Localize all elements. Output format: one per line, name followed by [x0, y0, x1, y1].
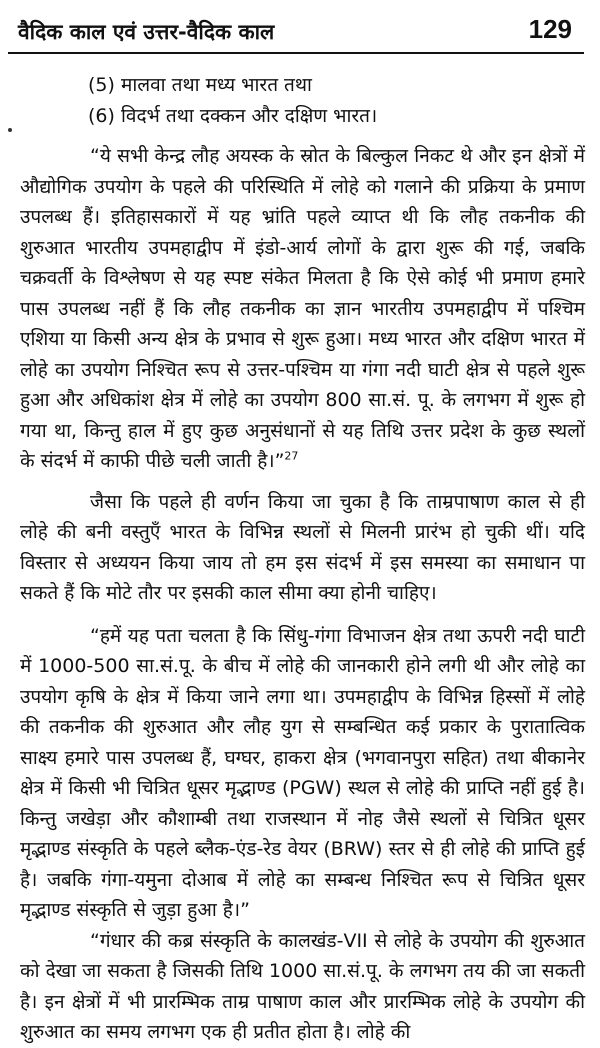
- running-header: [8, 8, 584, 54]
- body-paragraph: जैसा कि पहले ही वर्णन किया जा चुका है कि ताम्रपाषाण काल से ही लोहे की बनी वस्तुएँ भारत के विभिन्न स्थलों से मिलनी प्रारंभ हो चुकी थीं। यदि विस्तार से अध्ययन किया जाय तो हम इस संदर्भ में इस समस्या का समाधान पा सकते हैं कि मोटे तौर पर इसकी काल सीमा क्या होनी चाहिए।: [20, 490, 585, 604]
- chapter-title: वैदिक काल एवं उत्तर-वैदिक काल: [18, 20, 275, 44]
- margin-dot: [8, 128, 12, 132]
- block-quote: “हमें यह पता चलता है कि सिंधु-गंगा विभाजन क्षेत्र तथा ऊपरी नदी घाटी में 1000-500 सा.सं.पू. के बीच में लोहे की जानकारी होने लगी थी और लोहे का उपयोग कृषि के क्षेत्र में किया जाने लगा था। उपमहाद्वीप के विभिन्न हिस्सों में लोहे की तकनीक की शुरुआत और लौह युग से सम्बन्धित कई प्रकार के पुरातात्विक साक्ष्य हमारे पास उपलब्ध हैं, घग्घर, हाकरा क्षेत्र (भगवानपुरा सहित) तथा बीकानेर क्षेत्र में किसी भी चित्रित धूसर मृद्भाण्ड (PGW) स्थल से लोहे की प्राप्ति नहीं हुई है। किन्तु जखेड़ा और कौशाम्बी तथा राजस्थान में नोह जैसे स्थलों से चित्रित धूसर मृद्भाण्ड संस्कृति के पहले ब्लैक-एंड-रेड वेयर (BRW) स्तर से ही लोहे की प्राप्ति हुई है। जबकि गंगा-यमुना दोआब में लोहे का सम्बन्ध निश्चित रूप से चित्रित धूसर मृद्भाण्ड संस्कृति से जुड़ा हुआ है।”: [20, 624, 585, 921]
- block-quote: “गंधार की कब्र संस्कृति के कालखंड-VII से लोहे के उपयोग की शुरुआत को देखा जा सकता है जिसकी तिथि 1000 सा.सं.पू. के लगभग तय की जा सकती है। इन क्षेत्रों में भी प्रारम्भिक ताम्र पाषाण काल और प्रारम्भिक लोहे के उपयोग की शुरुआत का समय लगभग एक ही प्रतीत होता है। लोहे की: [20, 929, 585, 1043]
- list-item: (6) विदर्भ तथा दक्कन और दक्षिण भारत।: [88, 104, 378, 127]
- footnote-marker: 27: [284, 449, 299, 463]
- list-item: (5) मालवा तथा मध्य भारत तथा: [88, 74, 312, 96]
- page-body: [20, 70, 585, 1048]
- block-quote: [20, 141, 585, 477]
- page-number: 129: [528, 14, 572, 44]
- quote-text: “ये सभी केन्द्र लौह अयस्क के स्रोत के बिल्कुल निकट थे और इन क्षेत्रों में औद्योगिक उपयोग के पहले की परिस्थिति में लोहे को गलाने की प्रक्रिया के प्रमाण उपलब्ध हैं। इतिहासकारों में यह भ्रांति पहले व्याप्त थी कि लौह तकनीक की शुरुआत भारतीय उपमहाद्वीप में इंडो-आर्य लोगों के द्वारा शुरू की गई, जबकि चक्रवर्ती के विश्लेषण से यह स्पष्ट संकेत मिलता है कि ऐसे कोई भी प्रमाण हमारे पास उपलब्ध नहीं हैं कि लौह तकनीक का ज्ञान भारतीय उपमहाद्वीप में पश्चिम एशिया या किसी अन्य क्षेत्र के प्रभाव से शुरू हुआ। मध्य भारत और दक्षिण भारत में लोहे का उपयोग निश्चित रूप से उत्तर-पश्चिम या गंगा नदी घाटी क्षेत्र से पहले शुरू हुआ और अधिकांश क्षेत्र में लोहे का उपयोग 800 सा.सं. पू. के लगभग में शुरू हो गया था, किन्तु हाल में हुए कुछ अनुसंधानों से यह तिथि उत्तर प्रदेश के कुछ स्थलों के संदर्भ में काफी पीछे चली जाती है।”: [20, 145, 585, 472]
